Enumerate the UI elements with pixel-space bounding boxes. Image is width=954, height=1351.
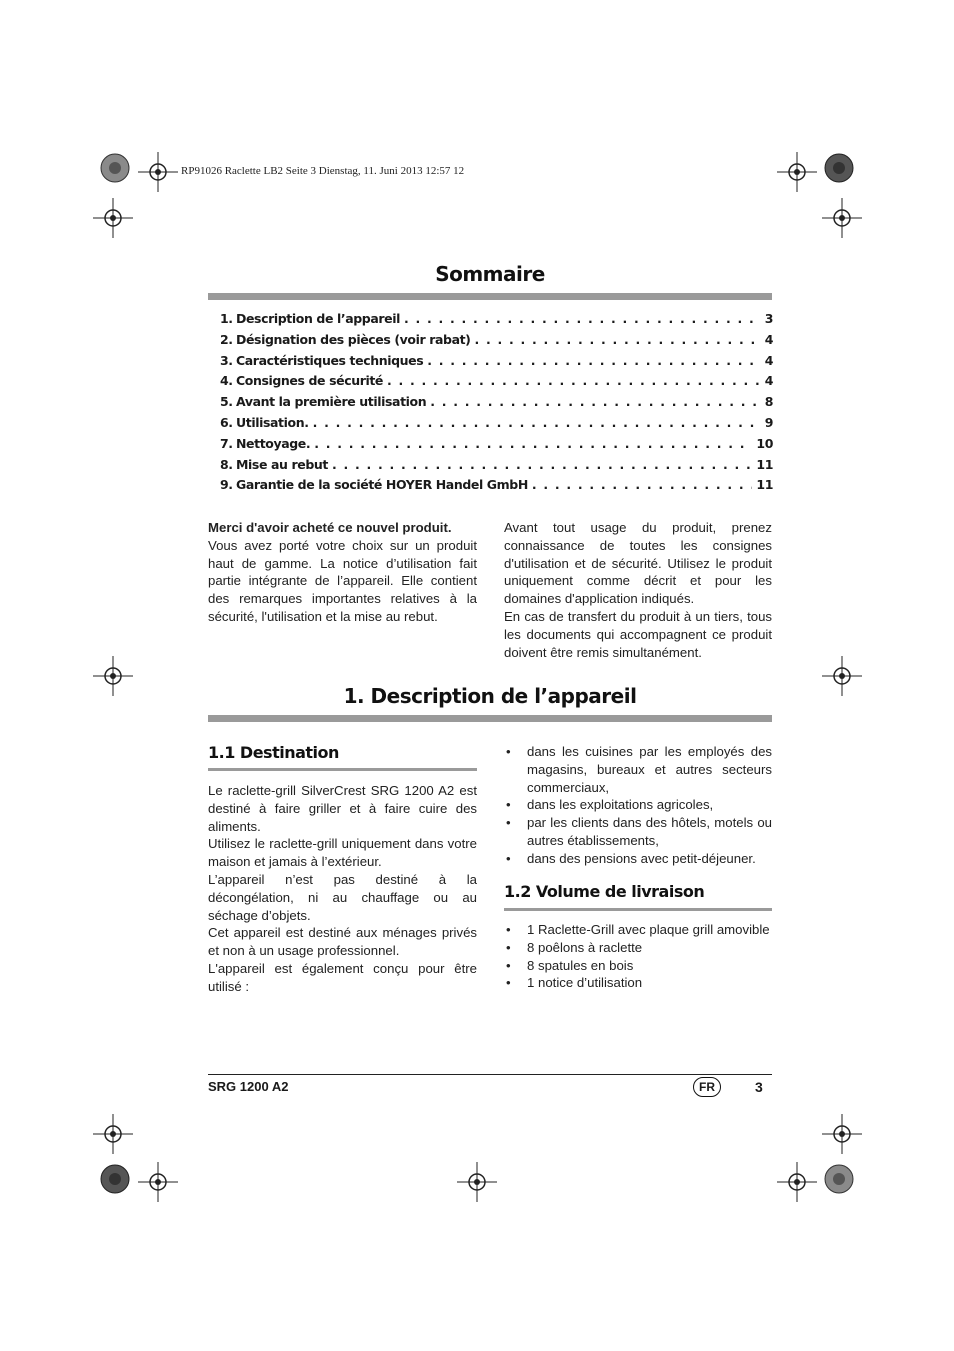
- usage-list-block: [504, 743, 772, 868]
- list-item: • dans les exploitations agricoles,: [504, 796, 772, 814]
- table-of-contents: [220, 311, 773, 498]
- destination-paragraph: Le raclette-grill SilverCrest SRG 1200 A2 est destiné à faire griller et à faire cuire des aliments.: [208, 783, 477, 834]
- subsection-rule: [208, 768, 477, 771]
- toc-item[interactable]: 5. Avant la première utilisation . . . 8: [220, 394, 773, 415]
- list-item: • 8 spatules en bois: [504, 957, 772, 975]
- footer-model: SRG 1200 A2: [208, 1079, 289, 1094]
- destination-paragraph: L’appareil n’est pas destiné à la décongélation, ni au chauffage ou au séchage d’objets.: [208, 871, 477, 923]
- crosshair-registration-icon: [822, 198, 862, 238]
- list-item: • 1 Raclette-Grill avec plaque grill amovible: [504, 921, 772, 939]
- toc-item[interactable]: 6. Utilisation. . . . 9: [220, 415, 773, 436]
- delivery-list-block: [504, 921, 772, 992]
- toc-item[interactable]: 4. Consignes de sécurité . . . 4: [220, 373, 773, 394]
- crosshair-registration-icon: [138, 1162, 178, 1202]
- crosshair-registration-icon: [93, 198, 133, 238]
- section-title-rule: [208, 715, 772, 722]
- page-number: 3: [755, 1079, 763, 1095]
- crosshair-registration-icon: [138, 152, 178, 192]
- toc-title-rule: [208, 293, 772, 300]
- subsection-heading-destination: 1.1 Destination: [208, 743, 339, 762]
- list-item: • 1 notice d’utilisation: [504, 974, 772, 992]
- color-calibration-icon: [99, 1163, 131, 1195]
- delivery-list: [504, 921, 772, 992]
- footer-rule: [208, 1074, 772, 1075]
- crosshair-registration-icon: [822, 656, 862, 696]
- list-item: • 8 poêlons à raclette: [504, 939, 772, 957]
- color-calibration-icon: [823, 1163, 855, 1195]
- subsection-heading-delivery: 1.2 Volume de livraison: [504, 882, 705, 901]
- intro-left-column: [208, 519, 477, 626]
- intro-paragraph: Avant tout usage du produit, prenez connaissance de toutes les consignes d'utilisation et de sécurité. Utilisez le produit uniquement comme décrit et pour les domaines d'application indiqués.: [504, 520, 772, 607]
- color-calibration-icon: [823, 152, 855, 184]
- list-item: • par les clients dans des hôtels, motels ou autres établissements,: [504, 814, 772, 850]
- toc-item[interactable]: 8. Mise au rebut . . . 11: [220, 457, 773, 478]
- usage-list: [504, 743, 772, 868]
- list-item: • dans des pensions avec petit-déjeuner.: [504, 850, 772, 868]
- crosshair-registration-icon: [457, 1162, 497, 1202]
- destination-paragraph: L'appareil est également conçu pour être utilisé :: [208, 960, 477, 994]
- destination-paragraph: Utilisez le raclette-grill uniquement dans votre maison et jamais à l’extérieur.: [208, 836, 477, 870]
- destination-text: [208, 782, 477, 996]
- crosshair-registration-icon: [777, 152, 817, 192]
- subsection-rule: [504, 908, 772, 911]
- intro-right-column: [504, 519, 772, 661]
- toc-item[interactable]: 2. Désignation des pièces (voir rabat) . . . 4: [220, 332, 773, 353]
- crosshair-registration-icon: [93, 1114, 133, 1154]
- intro-lead: Merci d'avoir acheté ce nouvel produit.: [208, 520, 452, 535]
- toc-item[interactable]: 9. Garantie de la société HOYER Handel GmbH . . . 11: [220, 477, 773, 498]
- crosshair-registration-icon: [93, 656, 133, 696]
- intro-paragraph: Vous avez porté votre choix sur un produit haut de gamme. La notice d’utilisation fait partie intégrante de l’appareil. Elle contient des remarques importantes relatives à la sécurité, l'utilisation et la mise au rebut.: [208, 537, 477, 624]
- toc-title: Sommaire: [435, 262, 545, 286]
- crosshair-registration-icon: [822, 1114, 862, 1154]
- color-calibration-icon: [99, 152, 131, 184]
- intro-paragraph: En cas de transfert du produit à un tiers, tous les documents qui accompagnent ce produit doivent être remis simultanément.: [504, 608, 772, 660]
- section-title: 1. Description de l’appareil: [343, 684, 637, 708]
- destination-paragraph: Cet appareil est destiné aux ménages privés et non à un usage professionnel.: [208, 925, 477, 959]
- print-header-note: RP91026 Raclette LB2 Seite 3 Dienstag, 11. Juni 2013 12:57 12: [181, 165, 465, 177]
- list-item: • dans les cuisines par les employés des magasins, bureaux et autres secteurs commerciaux,: [504, 743, 772, 796]
- toc-item[interactable]: 7. Nettoyage. . . . 10: [220, 436, 773, 457]
- toc-item[interactable]: 3. Caractéristiques techniques . . . 4: [220, 353, 773, 374]
- crosshair-registration-icon: [777, 1162, 817, 1202]
- language-badge: FR: [693, 1077, 721, 1097]
- toc-item[interactable]: 1. Description de l’appareil . . . 3: [220, 311, 773, 332]
